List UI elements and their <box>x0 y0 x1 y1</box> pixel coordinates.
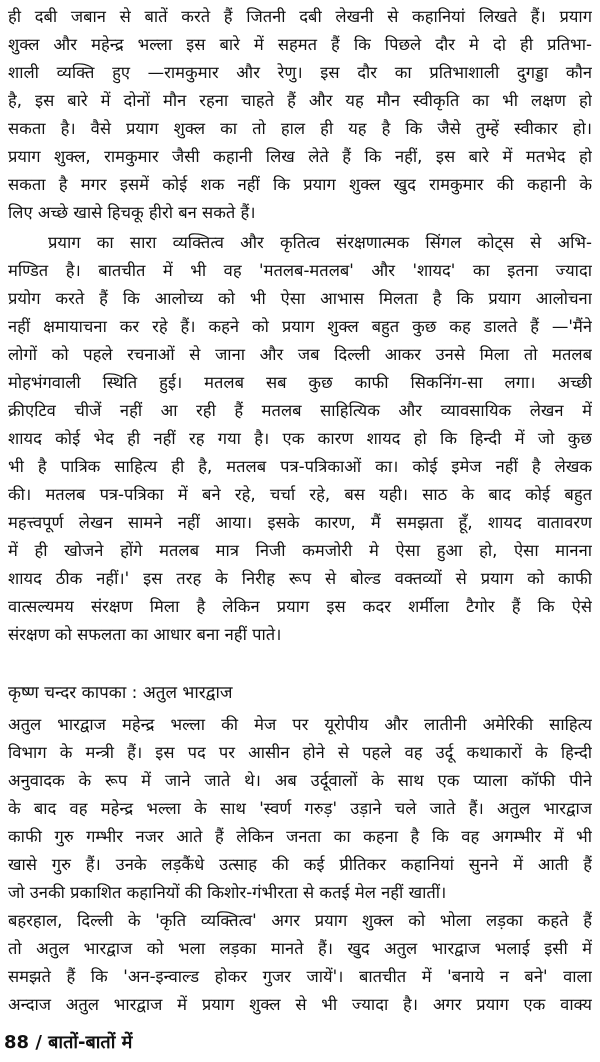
text-line: लोगों को पहले रचनाओं से जाना और जब दिल्ली आकर उनसे मिला तो मतलब <box>8 345 592 364</box>
text-line: मोहभंगवाली स्थिति हुई। मतलब सब कुछ काफी सिकनिंग-सा लगा। अच्छी <box>8 373 592 392</box>
text-line: तो अतुल भारद्वाज को भला लड़का मानते हैं। खुद अतुल भारद्वाज भलाई इसी में <box>8 939 592 958</box>
text-line: क्रीएटिव चीजें नहीं आ रही हैं मतलब साहित्यिक और व्यावसायिक लेखन में <box>8 401 592 420</box>
text-line: की। मतलब पत्र-पत्रिका में बने रहे, चर्चा रहे, बस यही। साठ के बाद कोई बहुत <box>8 485 592 504</box>
text-line: सकता है। वैसे प्रयाग शुक्ल का तो हाल ही यह है कि जैसे तुम्हें स्वीकार हो। <box>8 119 592 138</box>
text-line: मण्डित है। बातचीत में भी वह 'मतलब-मतलब' और 'शायद' का इतना ज्यादा <box>8 261 592 280</box>
text-line: नहीं क्षमायाचना कर रहे हैं। कहने को प्रयाग शुक्ल बहुत कुछ कह डालते हैं —'मैंने <box>8 317 592 336</box>
text-line: सकता है मगर इसमें कोई शक नहीं कि प्रयाग शुक्ल खुद रामकुमार की कहानी के <box>8 175 592 194</box>
text-line: प्रयाग का सारा व्यक्तित्व और कृतित्व संरक्षणात्मक सिंगल कोट्स से अभि- <box>48 233 592 252</box>
page-footer: 88 / बातों-बातों में <box>4 1032 133 1053</box>
text-line: अतुल भारद्वाज महेन्द्र भल्ला की मेज पर यूरोपीय और लातीनी अमेरिकी साहित्य <box>8 715 592 734</box>
text-line: काफी गुरु गम्भीर नजर आते हैं लेकिन जनता का कहना है कि वह अगम्भीर में भी <box>8 827 592 846</box>
text-line: वात्सल्यमय संरक्षण मिला है लेकिन प्रयाग इस कदर शर्मीला टैगोर हैं कि ऐसे <box>8 597 592 616</box>
text-line: शायद ठीक नहीं।' इस तरह के निरीह रूप से बोल्ड वक्तव्यों से प्रयाग को काफी <box>8 569 592 588</box>
text-line: बहरहाल, दिल्ली के 'कृति व्यक्तित्व' अगर प्रयाग शुक्ल को भोला लड़का कहते हैं <box>8 911 592 930</box>
text-line: शायद कोई भेद ही नहीं रह गया है। एक कारण शायद हो कि हिन्दी में जो कुछ <box>8 429 592 448</box>
text-line: अन्दाज अतुल भारद्वाज में प्रयाग शुक्ल से भी ज्यादा है। अगर प्रयाग एक वाक्य <box>8 995 592 1014</box>
text-line: प्रयाग शुक्ल, रामकुमार जैसी कहानी लिख लेते हैं कि नहीं, इस बारे में मतभेद हो <box>8 147 592 166</box>
text-line: अनुवादक के रूप में जाने जाते थे। अब उर्दूवालों के साथ एक प्याला कॉफी पीने <box>8 771 592 790</box>
text-line: है, इस बारे में दोनों मौन रहना चाहते हैं और यह मौन स्वीकृति का भी लक्षण हो <box>8 91 592 110</box>
text-line: संरक्षण को सफलता का आधार बना नहीं पाते। <box>8 625 282 644</box>
text-line: ही दबी जबान से बातें करते हैं जितनी दबी लेखनी से कहानियां लिखते हैं। प्रयाग <box>8 7 592 26</box>
text-line: भी है पात्रिक साहित्य ही है, मतलब पत्र-पत्रिकाओं का। कोई इमेज नहीं है लेखक <box>8 457 592 476</box>
text-line: जो उनकी प्रकाशित कहानियों की किशोर-गंभीरता से कतई मेल नहीं खातीं। <box>8 883 447 902</box>
text-line: प्रयोग करते हैं कि आलोच्य को भी ऐसा आभास मिलता है कि प्रयाग आलोचना <box>8 289 592 308</box>
text-line: खासे गुरु हैं। उनके लड़कैंधे उत्साह की कई प्रीतिकर कहानियां सुनने में आती हैं <box>8 855 592 874</box>
text-line: के बाद वह महेन्द्र भल्ला के साथ 'स्वर्ण गरुड़' उड़ाने चले जाते हैं। अतुल भारद्वाज <box>8 799 592 818</box>
section-heading: कृष्ण चन्दर कापका : अतुल भारद्वाज <box>8 683 233 703</box>
text-line: में ही खोजने होंगे मतलब मात्र निजी कमजोरी मे ऐसा हुआ हो, ऐसा मानना <box>8 541 592 560</box>
text-line: समझते हैं कि 'अन-इन्वाल्ड होकर गुजर जायें'। बातचीत में 'बनाये न बने' वाला <box>8 967 592 986</box>
text-line: लिए अच्छे खासे हिचकू हीरो बन सकते हैं। <box>8 203 256 222</box>
text-line: विभाग के मन्त्री हैं। इस पद पर आसीन होने से पहले वह उर्दू कथाकारों के हिन्दी <box>8 743 592 762</box>
text-line: महत्त्वपूर्ण लेखन सामने नहीं आया। इसके कारण, मैं समझता हूँ, शायद वातावरण <box>8 513 592 532</box>
text-line: शुक्ल और महेन्द्र भल्ला इस बारे में सहमत हैं कि पिछले दौर मे दो ही प्रतिभा- <box>8 35 592 54</box>
text-line: शाली व्यक्ति हुए —रामकुमार और रेणु। इस दौर का प्रतिभाशाली दुगड्डा कौन <box>8 63 592 82</box>
